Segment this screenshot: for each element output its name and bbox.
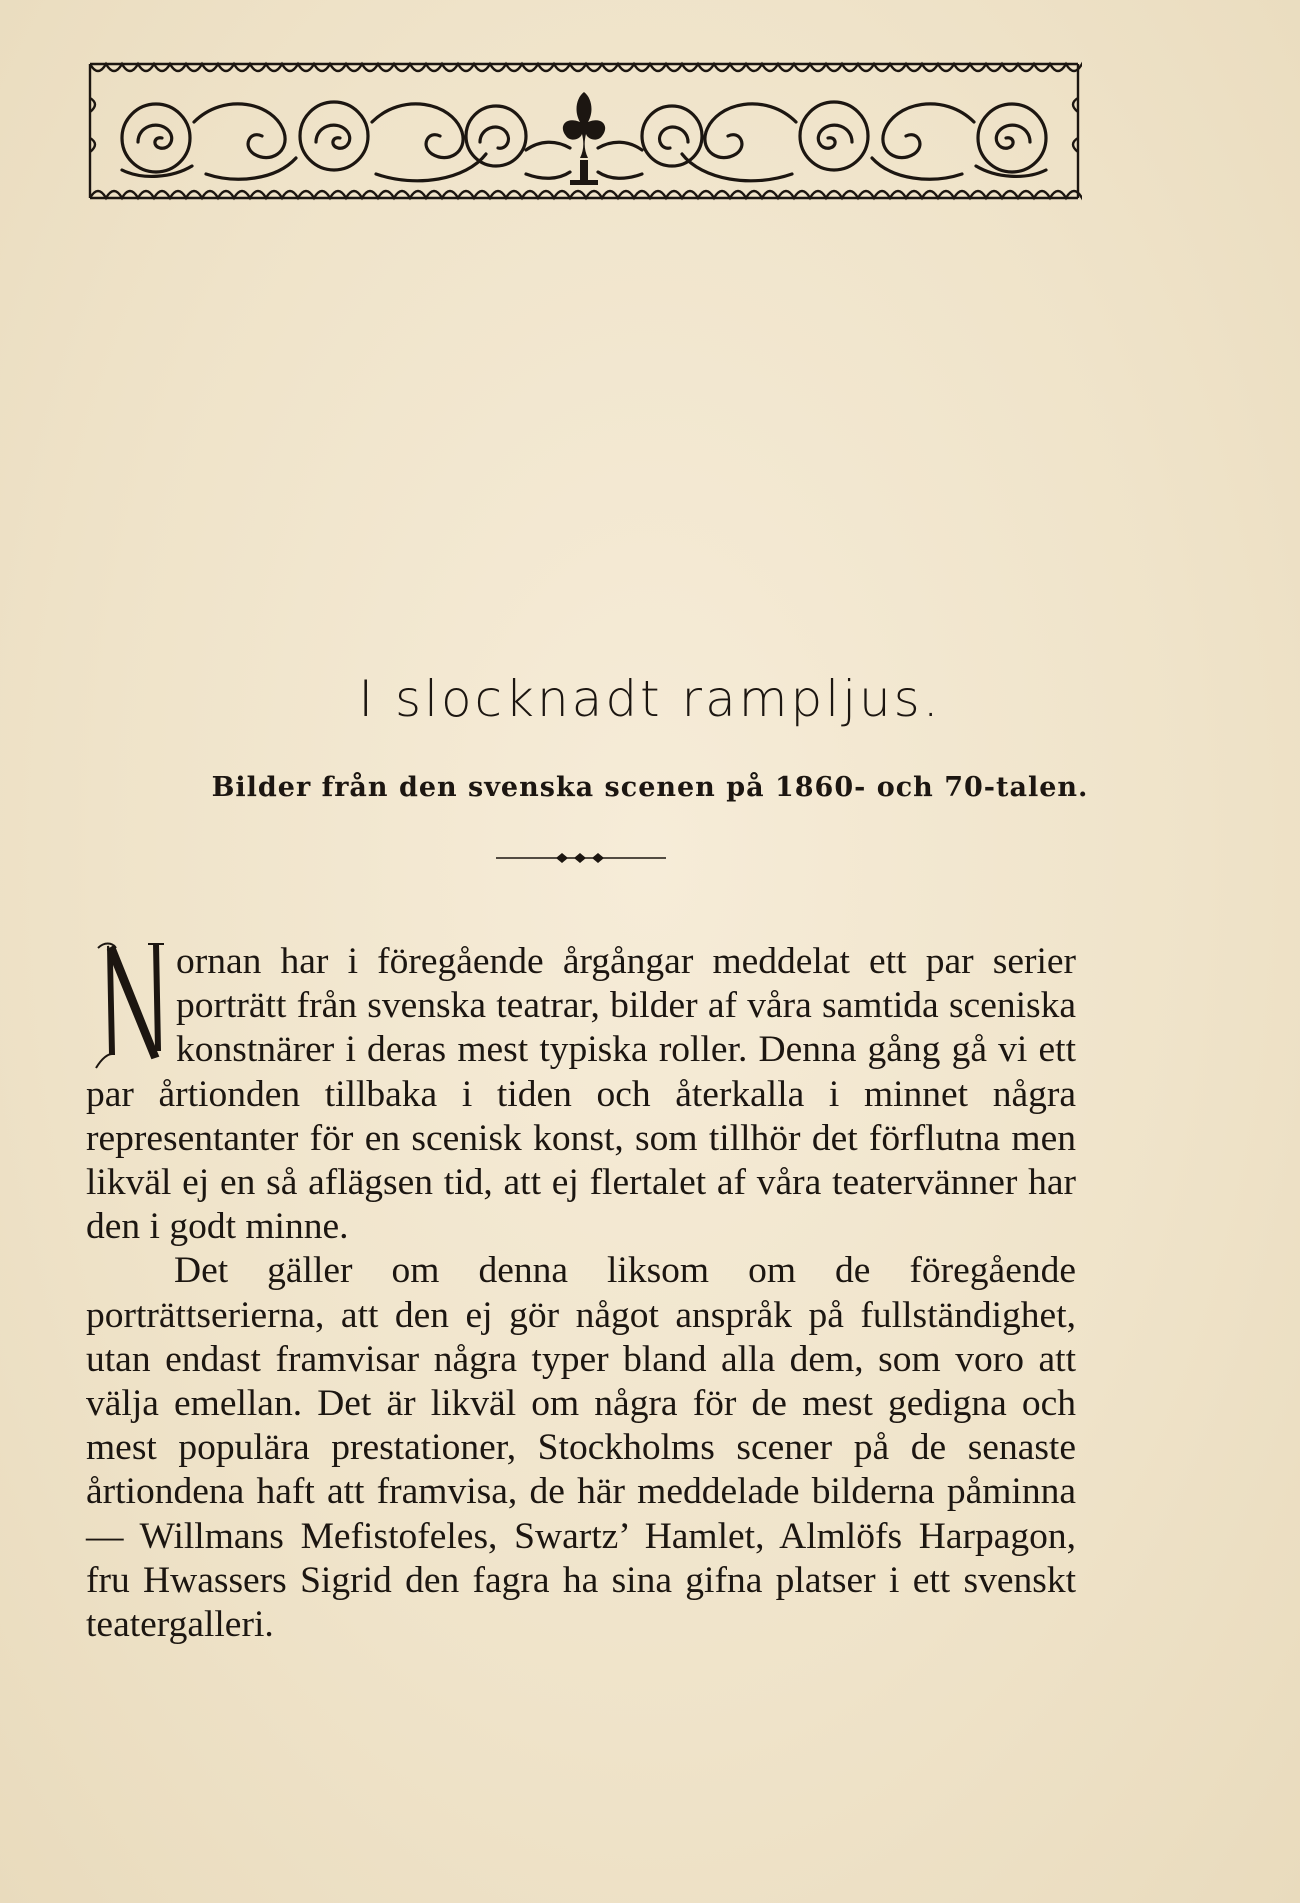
dropcap-letter: N bbox=[84, 940, 85, 941]
paragraph-1-text: ornan har i föregående årgångar meddelat ett par serier porträtt från svenska teatrar, bilder af våra samtida sceniska konstnärer i deras mest typiska roller. Denna gång gå vi ett par årtionden tillbaka i tiden och återkalla i minnet några representanter för en scenisk konst, som tillhör det förflutna men likväl ej en så aflägsen tid, att ej flertalet af våra teatervänner har den i godt minne. bbox=[86, 941, 1076, 1248]
ornamental-header-band bbox=[86, 58, 1082, 206]
article-body bbox=[86, 940, 1076, 1647]
paragraph-2: Det gäller om denna liksom om de föregående porträttserierna, att den ej gör något anspråk på fullständighet, utan endast framvisar några typer bland alla dem, som voro att välja emellan. Det är likväl om några för de mest gedigna och mest populära prestationer, Stockholms scener på de senaste årtiondena haft att framvisa, de här meddelade bilderna påminna — Willmans Mefistofeles, Swartz’ Hamlet, Almlöfs Harpagon, fru Hwassers Sigrid den fagra ha sina gifna platser i ett svenskt teatergalleri. bbox=[86, 1250, 1076, 1646]
scroll-ornament-icon bbox=[86, 58, 1082, 206]
page-subtitle: Bilder från den svenska scenen på 1860- och 70-talen. bbox=[211, 772, 1089, 803]
divider-ornament-icon bbox=[496, 848, 666, 868]
paragraph-1 bbox=[86, 940, 1076, 1249]
page-title: I slocknadt rampljus. bbox=[358, 670, 942, 728]
dropcap bbox=[84, 940, 170, 1072]
